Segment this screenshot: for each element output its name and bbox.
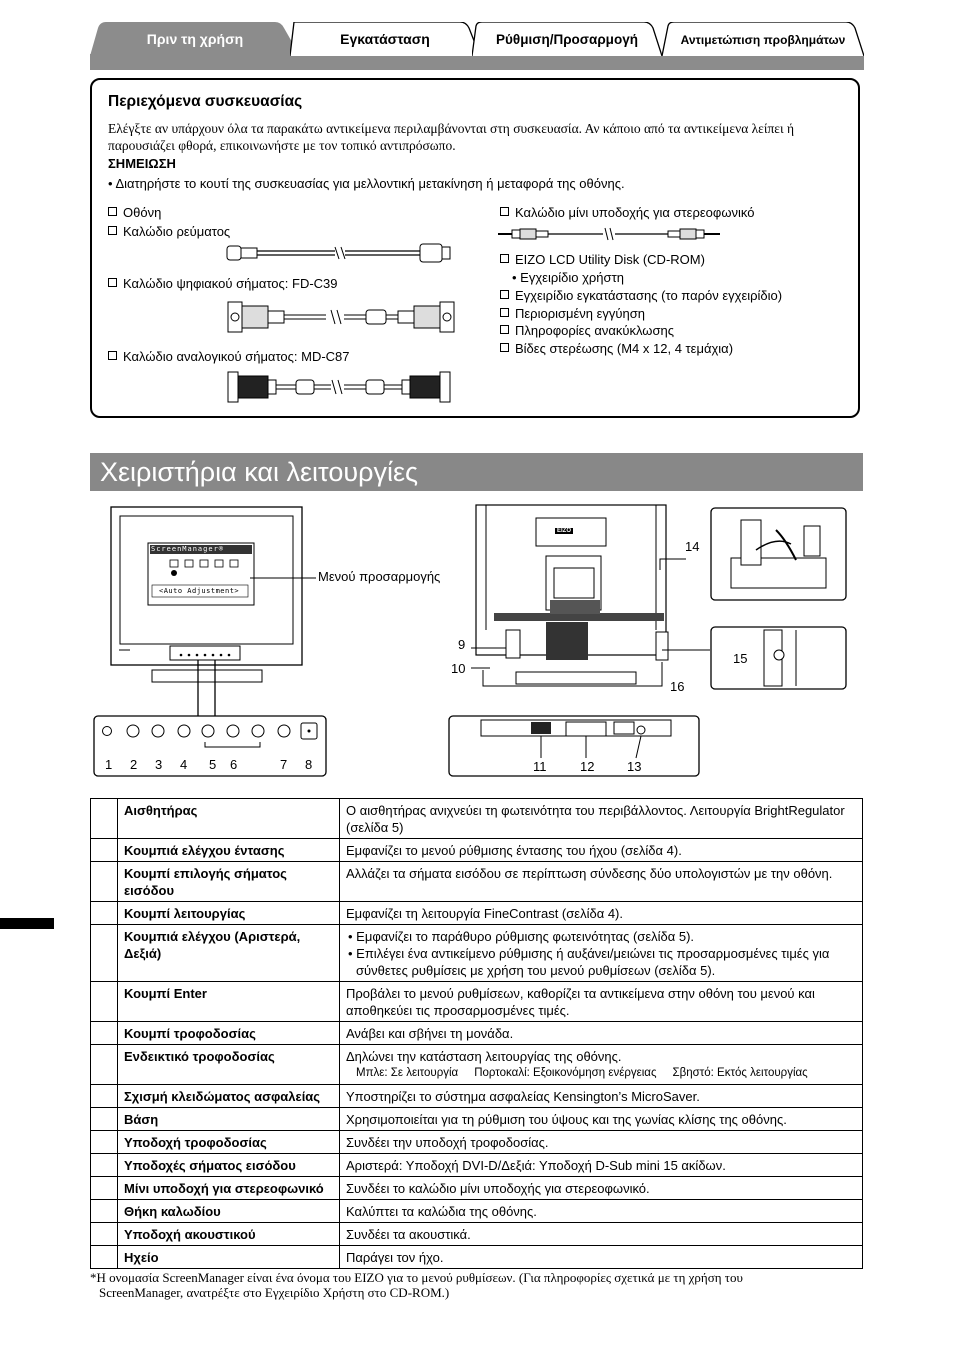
note-title: ΣΗΜΕΙΩΣΗ	[108, 156, 176, 171]
row-number-cell	[91, 1022, 118, 1045]
control-name: Μίνι υποδοχή για στερεοφωνικό	[118, 1177, 340, 1200]
table-row	[91, 1022, 863, 1045]
row-number-cell	[91, 902, 118, 925]
table-row	[91, 1085, 863, 1108]
control-name: Κουμπιά ελέγχου έντασης	[118, 839, 340, 862]
control-name: Κουμπί Enter	[118, 982, 340, 1022]
item-digital-cable	[108, 276, 338, 291]
row-number-cell	[91, 1246, 118, 1269]
control-name: Ενδεικτικό τροφοδοσίας	[118, 1045, 340, 1085]
control-name: Υποδοχή τροφοδοσίας	[118, 1131, 340, 1154]
item-analog-cable	[108, 349, 350, 364]
control-description	[340, 1108, 863, 1131]
digital-cable-icon	[226, 296, 456, 338]
row-number-cell	[91, 1223, 118, 1246]
tab-bar	[90, 22, 864, 70]
table-row	[91, 1223, 863, 1246]
item-label: EIZO LCD Utility Disk (CD-ROM)	[515, 252, 705, 267]
status-legend-item: Σβηστό: Εκτός λειτουργίας	[672, 1067, 808, 1079]
table-row	[91, 1200, 863, 1223]
status-legend	[346, 1065, 856, 1082]
control-name: Κουμπιά ελέγχου (Αριστερά, Δεξιά)	[118, 925, 340, 982]
row-number-cell	[91, 1131, 118, 1154]
control-description	[340, 1223, 863, 1246]
row-number-cell	[91, 1154, 118, 1177]
row-number-cell	[91, 1177, 118, 1200]
table-row	[91, 862, 863, 902]
description-line: Εμφανίζει τη λειτουργία FineContrast (σελίδα 4).	[346, 906, 623, 921]
tab-setup[interactable]	[472, 22, 662, 56]
front-monitor-diagram	[90, 500, 335, 782]
description-line: Δηλώνει την κατάσταση λειτουργίας της οθόνης.	[346, 1049, 622, 1064]
control-description	[340, 839, 863, 862]
control-name: Υποδοχές σήματος εισόδου	[118, 1154, 340, 1177]
row-number-cell	[91, 1085, 118, 1108]
package-title: Περιεχόμενα συσκευασίας	[108, 93, 303, 110]
control-name: Κουμπί τροφοδοσίας	[118, 1022, 340, 1045]
control-description	[340, 1200, 863, 1223]
description-line: Καλύπτει τα καλώδια της οθόνης.	[346, 1204, 537, 1219]
callout-13: 13	[627, 759, 642, 774]
checkbox-icon	[500, 290, 509, 299]
control-description	[340, 862, 863, 902]
checkbox-icon	[108, 278, 117, 287]
tab-installation[interactable]	[290, 22, 480, 56]
description-line: Προβάλει το μενού ρυθμίσεων, καθορίζει τα αντικείμενα στην οθόνη του μενού και αποθηκεύει τις προσαρμοσμένες τιμές.	[346, 986, 815, 1018]
checkbox-icon	[500, 308, 509, 317]
analog-cable-icon	[226, 370, 456, 406]
item-stereo-cable	[500, 205, 754, 220]
control-description	[340, 1045, 863, 1085]
tab-troubleshooting[interactable]	[662, 22, 864, 56]
item-recycling	[500, 323, 674, 338]
tab-label: Ρύθμιση/Προσαρμογή	[496, 32, 638, 47]
callout-1: 1	[105, 757, 113, 772]
control-name: Ηχείο	[118, 1246, 340, 1269]
callout-10: 10	[451, 661, 466, 676]
status-legend-item: Πορτοκαλί: Εξοικονόμηση ενέργειας	[474, 1067, 657, 1079]
row-number-cell	[91, 799, 118, 839]
table-row	[91, 1154, 863, 1177]
control-description	[340, 1131, 863, 1154]
control-description	[340, 1022, 863, 1045]
controls-table	[90, 798, 863, 1269]
screenmanager-title: ScreenManager®	[151, 545, 225, 553]
control-name: Κουμπί επιλογής σήματος εισόδου	[118, 862, 340, 902]
control-description	[340, 902, 863, 925]
item-user-manual	[512, 270, 624, 285]
note-text: • Διατηρήστε το κουτί της συσκευασίας για μελλοντική μετακίνηση ή μεταφορά της οθόνης.	[108, 176, 625, 191]
item-label: Καλώδιο μίνι υποδοχής για στερεοφωνικό	[515, 205, 755, 220]
control-name: Θήκη καλωδίου	[118, 1200, 340, 1223]
package-intro: Ελέγξτε αν υπάρχουν όλα τα παρακάτω αντικείμενα περιλαμβάνονται στη συσκευασία. Αν κάποιο από τα αντικείμενα λείπει ή παρουσιάζει φθορά, επικοινωνήστε με τον τοπικό αντιπρόσωπο.	[108, 121, 795, 153]
callout-9: 9	[458, 637, 466, 652]
callout-6: 6	[230, 757, 238, 772]
tab-label: Πριν τη χρήση	[146, 31, 244, 47]
description-line: • Εμφανίζει το παράθυρο ρύθμισης φωτεινότητας (σελίδα 5).	[348, 929, 695, 944]
item-screws	[500, 341, 733, 356]
control-description	[340, 1246, 863, 1269]
item-label: Εγχειρίδιο εγκατάστασης (το παρόν εγχειρίδιο)	[515, 288, 783, 303]
row-number-cell	[91, 862, 118, 902]
description-line: Υποστηρίζει το σύστημα ασφαλείας Kensington’s MicroSaver.	[346, 1089, 700, 1104]
tab-label: Αντιμετώπιση προβλημάτων	[680, 33, 846, 47]
item-label: • Εγχειρίδιο χρήστη	[512, 270, 624, 285]
checkbox-icon	[500, 343, 509, 352]
menu-label: Μενού προσαρμογής	[318, 569, 441, 584]
callout-3: 3	[155, 757, 163, 772]
footnote	[90, 1270, 860, 1300]
table-row	[91, 1131, 863, 1154]
control-description	[340, 1177, 863, 1200]
item-label: Καλώδιο αναλογικού σήματος: MD-C87	[123, 349, 350, 364]
row-number-cell	[91, 1045, 118, 1085]
control-description	[340, 982, 863, 1022]
description-line: Συνδέει την υποδοχή τροφοδοσίας.	[346, 1135, 549, 1150]
description-line: Χρησιμοποιείται για τη ρύθμιση του ύψους και της γωνίας κλίσης της οθόνης.	[346, 1112, 787, 1127]
table-row	[91, 1108, 863, 1131]
callout-14: 14	[685, 539, 700, 554]
item-label: Πληροφορίες ανακύκλωσης	[515, 323, 674, 338]
row-number-cell	[91, 982, 118, 1022]
item-label: Βίδες στερέωσης (M4 x 12, 4 τεμάχια)	[515, 341, 734, 356]
row-number-cell	[91, 1200, 118, 1223]
row-number-cell	[91, 1108, 118, 1131]
table-row	[91, 925, 863, 982]
status-legend-item: Μπλε: Σε λειτουργία	[356, 1067, 459, 1079]
checkbox-icon	[500, 207, 509, 216]
description-line: Ανάβει και σβήνει τη μονάδα.	[346, 1026, 514, 1041]
table-row	[91, 1246, 863, 1269]
tab-before-use[interactable]	[90, 22, 300, 56]
tab-label: Εγκατάσταση	[340, 31, 430, 47]
table-row	[91, 982, 863, 1022]
auto-adjustment-label: <Auto Adjustment>	[159, 587, 240, 595]
item-label: Καλώδιο ψηφιακού σήματος: FD-C39	[123, 276, 338, 291]
callout-8: 8	[305, 757, 313, 772]
power-cord-icon	[225, 238, 455, 268]
tab-underline	[90, 54, 864, 70]
checkbox-icon	[108, 226, 117, 235]
item-label: Περιορισμένη εγγύηση	[515, 306, 646, 321]
item-power-cord	[108, 224, 230, 239]
control-description	[340, 799, 863, 839]
description-line: Συνδέει τα ακουστικά.	[346, 1227, 471, 1242]
control-name: Κουμπί λειτουργίας	[118, 902, 340, 925]
control-description	[340, 1085, 863, 1108]
stereo-cable-icon	[498, 226, 728, 242]
checkbox-icon	[108, 351, 117, 360]
table-row	[91, 902, 863, 925]
callout-4: 4	[180, 757, 188, 772]
callout-16: 16	[670, 679, 685, 694]
table-row	[91, 1177, 863, 1200]
callout-2: 2	[130, 757, 138, 772]
callout-11: 11	[533, 759, 547, 774]
control-description	[340, 925, 863, 982]
menu-leader-line	[250, 570, 318, 582]
control-description	[340, 1154, 863, 1177]
eizo-logo: EIZO	[557, 528, 572, 534]
callout-7: 7	[280, 757, 288, 772]
page-side-marker	[0, 918, 54, 929]
row-number-cell	[91, 839, 118, 862]
control-name: Σχισμή κλειδώματος ασφαλείας	[118, 1085, 340, 1108]
checkbox-icon	[500, 325, 509, 334]
description-line: • Επιλέγει ένα αντικείμενο ρύθμισης ή αυξάνει/μειώνει τις προσαρμοσμένες τιμές για σύνθετες ρυθμίσεις με χρήση του μενού ρυθμίσεων (σελίδα 5).	[348, 946, 830, 978]
item-monitor	[108, 205, 161, 220]
checkbox-icon	[108, 207, 117, 216]
item-label: Οθόνη	[123, 205, 162, 220]
row-number-cell	[91, 925, 118, 982]
control-name: Αισθητήρας	[118, 799, 340, 839]
description-line: Αλλάζει τα σήματα εισόδου σε περίπτωση σύνδεσης δύο υπολογιστών με την οθόνη.	[346, 866, 833, 881]
checkbox-icon	[500, 254, 509, 263]
item-cdrom	[500, 252, 705, 267]
footnote-line-2: ScreenManager, ανατρέξτε στο Εγχειρίδιο Χρήστη στο CD-ROM.)	[99, 1285, 450, 1300]
description-line: Εμφανίζει το μενού ρύθμισης έντασης του ήχου (σελίδα 4).	[346, 843, 682, 858]
description-line: Συνδέει το καλώδιο μίνι υποδοχής για στερεοφωνικό.	[346, 1181, 650, 1196]
control-name: Βάση	[118, 1108, 340, 1131]
section-title: Χειριστήρια και λειτουργίες	[90, 453, 863, 491]
item-setup-guide	[500, 288, 782, 303]
callout-12: 12	[580, 759, 595, 774]
table-row	[91, 1045, 863, 1085]
callout-15: 15	[733, 651, 748, 666]
back-monitor-diagram	[446, 500, 851, 780]
footnote-line-1: *Η ονομασία ScreenManager είναι ένα όνομα του EIZO για το μενού ρυθμίσεων. (Για πληροφορίες σχετικά με τη χρήση του	[90, 1270, 743, 1285]
control-name: Υποδοχή ακουστικού	[118, 1223, 340, 1246]
table-row	[91, 839, 863, 862]
table-row	[91, 799, 863, 839]
callout-5: 5	[209, 757, 217, 772]
description-line: Ο αισθητήρας ανιχνεύει τη φωτεινότητα του περιβάλλοντος. Λειτουργία BrightRegulator (σελίδα 5)	[346, 803, 845, 835]
item-label: Καλώδιο ρεύματος	[123, 224, 231, 239]
description-line: Αριστερά: Υποδοχή DVI-D/Δεξιά: Υποδοχή D-Sub mini 15 ακίδων.	[346, 1158, 726, 1173]
item-warranty	[500, 306, 645, 321]
description-line: Παράγει τον ήχο.	[346, 1250, 444, 1265]
